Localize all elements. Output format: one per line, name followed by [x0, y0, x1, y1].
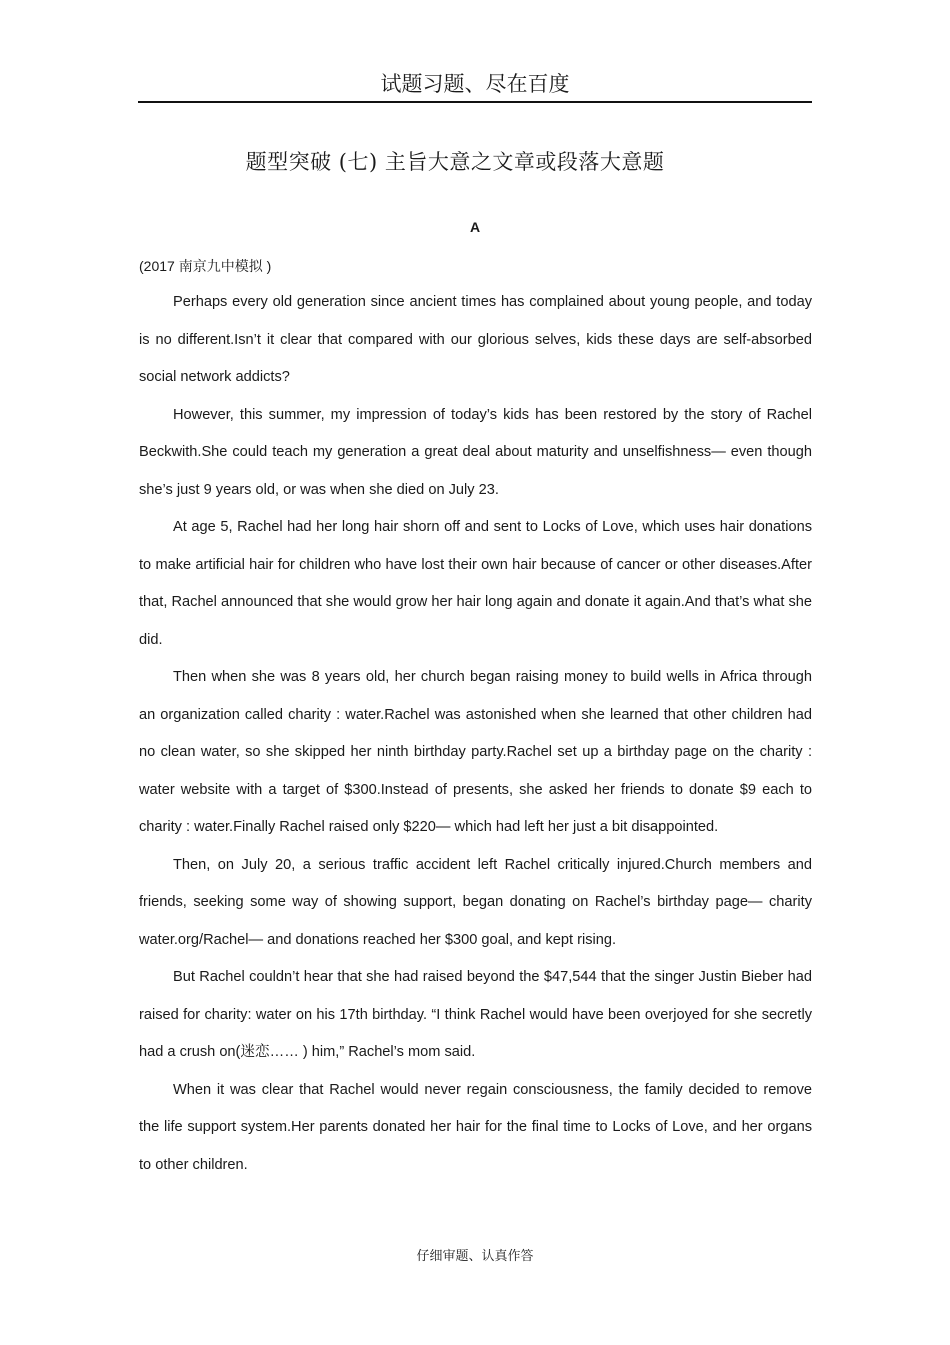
document-title: 题型突破 (七) 主旨大意之文章或段落大意题 [245, 150, 665, 174]
header-divider [138, 101, 812, 103]
passage-body [139, 284, 812, 1184]
paragraph: But Rachel couldn’t hear that she had raised beyond the $47,544 that the singer Justin Bieber had raised for charity: water on his 17th birthday. “I think Rachel would have been overjoyed for she secretly had a crush on(迷恋…… ) him,” Rachel’s mom said. [139, 969, 812, 1060]
passage-source: (2017 南京九中模拟 ) [139, 258, 272, 274]
paragraph: Then, on July 20, a serious traffic accident left Rachel critically injured.Church members and friends, seeking some way of showing support, began donating on Rachel’s birthday page— charity water.org/Rachel— and donations reached her $300 goal, and kept rising. [139, 856, 812, 948]
paragraph: Perhaps every old generation since ancient times has complained about young people, and today is no different.Isn’t it clear that compared with our glorious selves, kids these days are self-absorbed social network addicts? [139, 294, 812, 385]
paragraph: When it was clear that Rachel would never regain consciousness, the family decided to remove the life support system.Her parents donated her hair for the final time to Locks of Love, and her organs to other children. [139, 1081, 812, 1173]
page-header: 试题习题、尽在百度 [380, 72, 570, 96]
paragraph: At age 5, Rachel had her long hair shorn off and sent to Locks of Love, which uses hair donations to make artificial hair for children who have lost their own hair because of cancer or other diseases.After that, Rachel announced that she would grow her hair long again and donate it again.And that’s what she did. [139, 519, 812, 648]
paragraph: However, this summer, my impression of today’s kids has been restored by the story of Rachel Beckwith.She could teach my generation a great deal about maturity and unselfishness— even though she’s just 9 years old, or was when she died on July 23. [139, 406, 812, 498]
page-footer: 仔细审题、认真作答 [416, 1249, 534, 1264]
paragraph: Then when she was 8 years old, her church began raising money to build wells in Africa through an organization called charity : water.Rachel was astonished when she learned that other children had no clean water, so she skipped her ninth birthday party.Rachel set up a birthday page on the charity : water website with a target of $300.Instead of presents, she asked her friends to donate $9 each to charity : water.Finally Rachel raised only $220— which had left her just a bit disappointed. [139, 669, 812, 835]
section-label: A [469, 219, 481, 235]
